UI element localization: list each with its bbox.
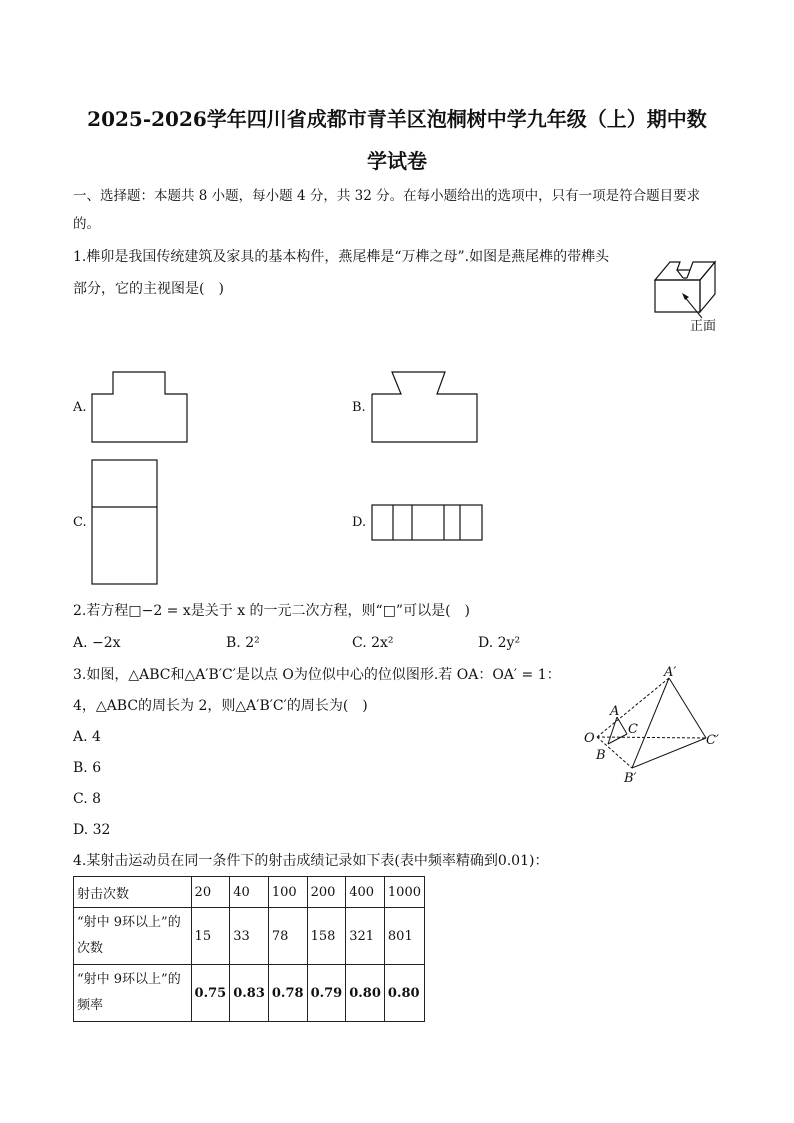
q2-option-c: C. 2x² xyxy=(352,635,394,651)
table-row-header: “射中 9环以上”的次数 xyxy=(74,908,192,965)
table-cell: 0.83 xyxy=(230,965,269,1022)
label-c: C xyxy=(628,722,638,737)
q3-option-c: C. 8 xyxy=(73,791,102,807)
q3-stem-line2: 4，△ABC的周长为 2，则△A′B′C′的周长为( ) xyxy=(73,698,368,714)
label-b-prime: B′ xyxy=(624,771,637,786)
dovetail-figure xyxy=(640,250,730,340)
table-cell: 321 xyxy=(346,908,385,965)
table-cell: 15 xyxy=(191,908,230,965)
table-row xyxy=(74,877,425,908)
table-row xyxy=(74,908,425,965)
table-row-header: “射中 9环以上”的频率 xyxy=(74,965,192,1022)
q1-stem-line1: 1.榫卯是我国传统建筑及家具的基本构件，燕尾榫是“万榫之母”.如图是燕尾榫的带榫头 xyxy=(73,249,610,265)
front-label: 正面 xyxy=(690,319,717,334)
label-o: O xyxy=(584,731,595,746)
q4-stem: 4.某射击运动员在同一条件下的射击成绩记录如下表(表中频率精确到0.01)： xyxy=(73,853,549,869)
q1-option-a-figure xyxy=(90,370,190,446)
section-heading: 一、选择题：本题共 8 小题，每小题 4 分，共 32 分。在每小题给出的选项中，只有一项是符合题目要求 xyxy=(73,188,701,204)
table-cell: 20 xyxy=(191,877,230,908)
table-cell: 0.80 xyxy=(384,965,424,1022)
q1-option-b-figure xyxy=(370,370,480,446)
table-cell: 200 xyxy=(307,877,346,908)
table-cell: 158 xyxy=(307,908,346,965)
table-row xyxy=(74,965,425,1022)
q2-option-d: D. 2y² xyxy=(478,635,521,651)
q1-option-a-label: A. xyxy=(73,400,87,415)
section-heading-cont: 的。 xyxy=(73,216,100,232)
table-cell: 0.79 xyxy=(307,965,346,1022)
q3-option-a: A. 4 xyxy=(73,729,101,745)
frequency-table xyxy=(73,876,425,1022)
q1-option-c-figure xyxy=(90,458,160,588)
label-a-prime: A′ xyxy=(664,665,677,680)
table-cell: 0.80 xyxy=(346,965,385,1022)
label-b: B xyxy=(596,748,606,763)
table-cell: 801 xyxy=(384,908,424,965)
q1-option-b-label: B. xyxy=(352,400,366,415)
table-cell: 0.75 xyxy=(191,965,230,1022)
table-cell: 100 xyxy=(268,877,307,908)
homothety-figure xyxy=(580,662,750,787)
paper-title-line2: 学试卷 xyxy=(367,149,427,173)
table-cell: 78 xyxy=(268,908,307,965)
q2-option-a: A. −2x xyxy=(73,635,121,651)
q3-option-d: D. 32 xyxy=(73,822,111,838)
label-a: A xyxy=(610,704,620,719)
q1-stem-line2: 部分，它的主视图是( ) xyxy=(73,281,224,297)
table-cell: 0.78 xyxy=(268,965,307,1022)
label-c-prime: C′ xyxy=(706,733,719,748)
paper-title-line1: 2025-2026学年四川省成都市青羊区泡桐树中学九年级（上）期中数 xyxy=(87,107,707,131)
q3-stem-line1: 3.如图，△ABC和△A′B′C′是以点 O为位似中心的位似图形.若 OA：OA′ = 1： xyxy=(73,667,561,683)
table-cell: 400 xyxy=(346,877,385,908)
q2-option-b: B. 2² xyxy=(226,635,260,651)
q2-stem: 2.若方程□−2 = x是关于 x 的一元二次方程，则“□”可以是( ) xyxy=(73,603,471,619)
table-cell: 1000 xyxy=(384,877,424,908)
table-row-header: 射击次数 xyxy=(74,877,192,908)
q1-option-c-label: C. xyxy=(73,515,87,530)
q3-option-b: B. 6 xyxy=(73,760,102,776)
table-cell: 40 xyxy=(230,877,269,908)
q1-option-d-label: D. xyxy=(352,515,367,530)
q1-option-d-figure xyxy=(370,503,485,543)
table-cell: 33 xyxy=(230,908,269,965)
